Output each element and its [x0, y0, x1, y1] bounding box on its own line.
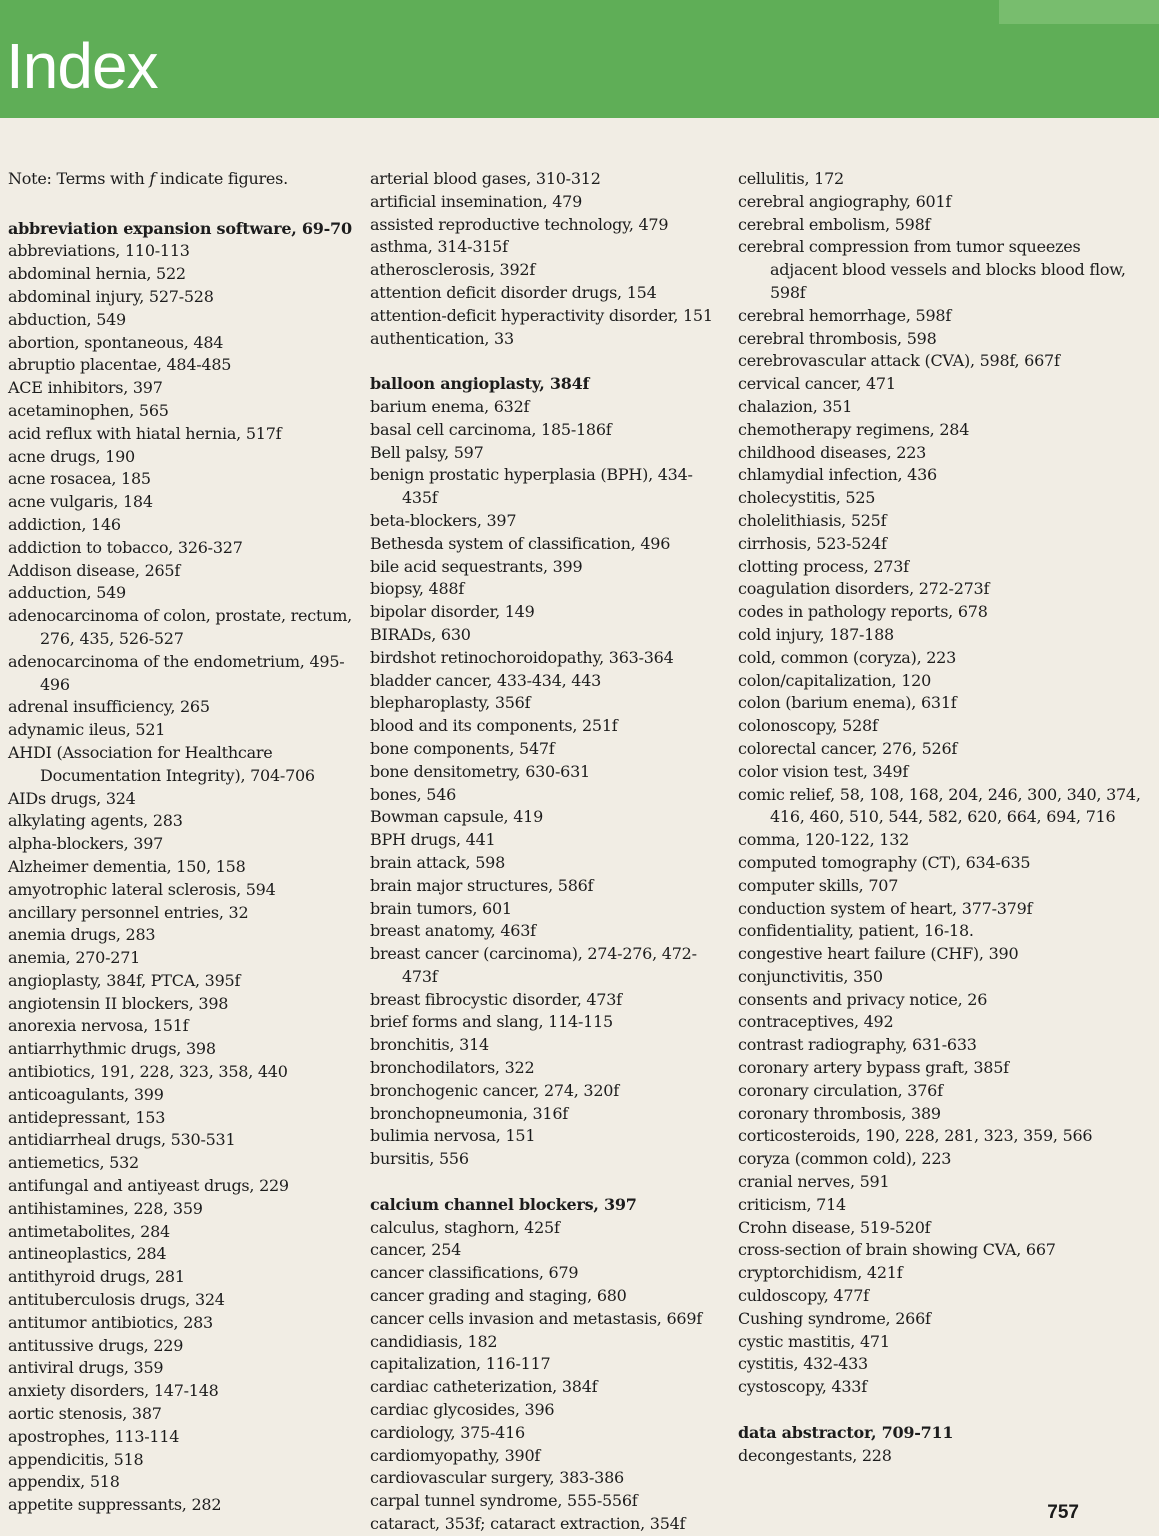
index-entry: brain attack, 598	[370, 852, 505, 872]
index-entry: abortion, spontaneous, 484	[8, 332, 224, 352]
index-entry: cerebral compression from tumor squeezes adjacent blood vessels and blocks blood flow, 598f	[738, 237, 1126, 302]
index-entry: cholelithiasis, 525f	[738, 510, 887, 530]
index-entry: anorexia nervosa, 151f	[8, 1016, 189, 1036]
index-entry: cancer, 254	[370, 1240, 462, 1260]
index-entry: aortic stenosis, 387	[8, 1404, 162, 1424]
index-entry: contraceptives, 492	[738, 1012, 894, 1032]
index-entry: beta-blockers, 397	[370, 510, 517, 530]
index-entry: Bethesda system of classification, 496	[370, 533, 671, 553]
index-entry: appetite suppressants, 282	[8, 1495, 222, 1515]
index-entry: cerebral angiography, 601f	[738, 191, 952, 211]
index-entry: acetaminophen, 565	[8, 400, 169, 420]
index-entry: antifungal and antiyeast drugs, 229	[8, 1176, 289, 1196]
header-tab-decoration	[999, 0, 1159, 24]
index-entry: cataract, 353f; cataract extraction, 354f	[370, 1514, 686, 1534]
index-entry: coronary artery bypass graft, 385f	[738, 1058, 1009, 1078]
index-entry: cystitis, 432-433	[738, 1354, 868, 1374]
index-entry: alkylating agents, 283	[8, 811, 183, 831]
index-entry: Alzheimer dementia, 150, 158	[8, 856, 246, 876]
index-entry: abdominal injury, 527-528	[8, 286, 214, 306]
index-entry: colon (barium enema), 631f	[738, 693, 957, 713]
index-entry: bile acid sequestrants, 399	[370, 556, 583, 576]
index-entry: basal cell carcinoma, 185-186f	[370, 419, 612, 439]
index-entry: cardiac glycosides, 396	[370, 1400, 555, 1420]
index-entry: bulimia nervosa, 151	[370, 1126, 536, 1146]
index-section-heading: data abstractor, 709-711	[738, 1422, 954, 1442]
index-entry: antituberculosis drugs, 324	[8, 1290, 225, 1310]
index-entry: Bowman capsule, 419	[370, 807, 543, 827]
section-gap	[738, 1399, 1150, 1422]
index-entry: corticosteroids, 190, 228, 281, 323, 359, 566	[738, 1126, 1093, 1146]
index-entry: antiarrhythmic drugs, 398	[8, 1039, 216, 1059]
index-entry: acne drugs, 190	[8, 446, 135, 466]
index-entry: cranial nerves, 591	[738, 1172, 890, 1192]
index-entry: antineoplastics, 284	[8, 1244, 167, 1264]
index-entry: cardiology, 375-416	[370, 1422, 525, 1442]
index-section-heading: abbreviation expansion software, 69-70	[8, 218, 352, 238]
index-entry: breast anatomy, 463f	[370, 921, 536, 941]
index-entry: Cushing syndrome, 266f	[738, 1308, 931, 1328]
index-entry: adrenal insufficiency, 265	[8, 697, 210, 717]
index-entry: bronchogenic cancer, 274, 320f	[370, 1080, 619, 1100]
index-entry: AIDs drugs, 324	[8, 788, 136, 808]
index-entry: blepharoplasty, 356f	[370, 693, 531, 713]
index-entry: codes in pathology reports, 678	[738, 602, 988, 622]
index-entry: bronchopneumonia, 316f	[370, 1103, 568, 1123]
index-entry: antitumor antibiotics, 283	[8, 1312, 213, 1332]
index-entry: BIRADs, 630	[370, 624, 471, 644]
index-entry: addiction, 146	[8, 514, 121, 534]
index-entry: computer skills, 707	[738, 875, 899, 895]
index-column-2	[370, 168, 726, 1536]
index-entry: apostrophes, 113-114	[8, 1426, 180, 1446]
index-entry: ancillary personnel entries, 32	[8, 902, 249, 922]
figure-note: Note: Terms with f indicate figures.	[8, 169, 288, 188]
index-entry: anticoagulants, 399	[8, 1084, 164, 1104]
index-column-3	[738, 168, 1150, 1467]
index-entry: cross-section of brain showing CVA, 667	[738, 1240, 1056, 1260]
index-entry: congestive heart failure (CHF), 390	[738, 944, 1019, 964]
index-entry: cold, common (coryza), 223	[738, 647, 957, 667]
index-entry: antibiotics, 191, 228, 323, 358, 440	[8, 1062, 288, 1082]
index-entry: cancer cells invasion and metastasis, 669f	[370, 1308, 702, 1328]
index-entry: cerebral embolism, 598f	[738, 214, 931, 234]
index-entry: arterial blood gases, 310-312	[370, 169, 601, 188]
index-entry-list	[738, 168, 1150, 1467]
index-entry: chalazion, 351	[738, 396, 853, 416]
index-entry: coryza (common cold), 223	[738, 1149, 952, 1169]
index-entry: bronchitis, 314	[370, 1035, 489, 1055]
index-entry: abduction, 549	[8, 309, 126, 329]
index-entry: cold injury, 187-188	[738, 624, 894, 644]
index-entry: antidepressant, 153	[8, 1107, 166, 1127]
index-entry: chemotherapy regimens, 284	[738, 419, 970, 439]
page-number: 757	[1047, 1502, 1079, 1523]
index-entry: bone densitometry, 630-631	[370, 761, 590, 781]
index-entry: Crohn disease, 519-520f	[738, 1217, 931, 1237]
index-entry: cervical cancer, 471	[738, 374, 896, 394]
index-section-heading: balloon angioplasty, 384f	[370, 374, 590, 394]
index-entry: comic relief, 58, 108, 168, 204, 246, 300, 340, 374, 416, 460, 510, 544, 582, 620, 664, 694, 716	[738, 784, 1141, 827]
index-section-heading: calcium channel blockers, 397	[370, 1194, 637, 1214]
index-entry: bones, 546	[370, 784, 457, 804]
index-entry: conjunctivitis, 350	[738, 966, 883, 986]
index-entry: amyotrophic lateral sclerosis, 594	[8, 879, 276, 899]
index-entry: antihistamines, 228, 359	[8, 1198, 203, 1218]
index-entry: artificial insemination, 479	[370, 191, 583, 211]
index-entry: candidiasis, 182	[370, 1331, 498, 1351]
index-entry: bone components, 547f	[370, 738, 555, 758]
index-entry: cardiac catheterization, 384f	[370, 1377, 598, 1397]
index-entry-list	[8, 218, 360, 1517]
index-entry: computed tomography (CT), 634-635	[738, 852, 1031, 872]
index-column-1	[8, 168, 360, 1517]
index-entry: cryptorchidism, 421f	[738, 1263, 903, 1283]
index-entry: coronary circulation, 376f	[738, 1080, 943, 1100]
index-entry: AHDI (Association for Healthcare Documentation Integrity), 704-706	[8, 742, 315, 785]
index-entry: confidentiality, patient, 16-18.	[738, 921, 974, 941]
section-gap	[370, 350, 726, 373]
index-entry: brain major structures, 586f	[370, 875, 594, 895]
index-entry: appendix, 518	[8, 1472, 120, 1492]
index-entry: assisted reproductive technology, 479	[370, 214, 669, 234]
index-entry: angiotensin II blockers, 398	[8, 993, 229, 1013]
index-entry: bipolar disorder, 149	[370, 602, 535, 622]
index-entry: authentication, 33	[370, 328, 514, 348]
index-entry: brief forms and slang, 114-115	[370, 1012, 613, 1032]
index-entry: conduction system of heart, 377-379f	[738, 898, 1033, 918]
index-entry: cerebral hemorrhage, 598f	[738, 305, 951, 325]
index-entry: asthma, 314-315f	[370, 237, 508, 257]
index-entry: benign prostatic hyperplasia (BPH), 434-435f	[370, 465, 693, 508]
index-entry: cancer classifications, 679	[370, 1263, 579, 1283]
index-entry: capitalization, 116-117	[370, 1354, 551, 1374]
index-entry: appendicitis, 518	[8, 1449, 144, 1469]
index-entry: cirrhosis, 523-524f	[738, 533, 887, 553]
index-entry: calculus, staghorn, 425f	[370, 1217, 560, 1237]
index-entry: bursitis, 556	[370, 1149, 469, 1169]
index-entry: antimetabolites, 284	[8, 1221, 170, 1241]
index-entry: comma, 120-122, 132	[738, 830, 910, 850]
index-entry: antidiarrheal drugs, 530-531	[8, 1130, 236, 1150]
index-entry: Bell palsy, 597	[370, 442, 484, 462]
index-entry: adduction, 549	[8, 583, 126, 603]
index-entry: cystic mastitis, 471	[738, 1331, 890, 1351]
index-entry: culdoscopy, 477f	[738, 1286, 869, 1306]
index-entry: antiviral drugs, 359	[8, 1358, 164, 1378]
index-entry: abdominal hernia, 522	[8, 264, 186, 284]
index-entry: cystoscopy, 433f	[738, 1377, 867, 1397]
index-entry: barium enema, 632f	[370, 396, 530, 416]
index-entry: atherosclerosis, 392f	[370, 260, 535, 280]
index-entry: ACE inhibitors, 397	[8, 378, 163, 398]
index-entry: attention deficit disorder drugs, 154	[370, 282, 657, 302]
index-entry: abruptio placentae, 484-485	[8, 355, 232, 375]
section-gap	[370, 1171, 726, 1194]
index-entry: cardiovascular surgery, 383-386	[370, 1468, 624, 1488]
index-entry: criticism, 714	[738, 1194, 846, 1214]
index-entry: decongestants, 228	[738, 1445, 892, 1465]
index-entry: brain tumors, 601	[370, 898, 512, 918]
index-entry: breast cancer (carcinoma), 274-276, 472-473f	[370, 944, 697, 986]
index-entry: breast fibrocystic disorder, 473f	[370, 989, 622, 1009]
index-entry: bladder cancer, 433-434, 443	[370, 670, 602, 690]
index-entry: anemia, 270-271	[8, 948, 141, 968]
index-entry: antitussive drugs, 229	[8, 1335, 184, 1355]
index-entry: BPH drugs, 441	[370, 830, 496, 850]
index-entry: cellulitis, 172	[738, 169, 844, 188]
index-entry: birdshot retinochoroidopathy, 363-364	[370, 647, 674, 667]
index-entry: colonoscopy, 528f	[738, 716, 878, 736]
index-entry: contrast radiography, 631-633	[738, 1035, 977, 1055]
index-entry: chlamydial infection, 436	[738, 465, 937, 485]
index-entry: consents and privacy notice, 26	[738, 989, 988, 1009]
index-entry: antiemetics, 532	[8, 1153, 139, 1173]
index-entry: antithyroid drugs, 281	[8, 1267, 185, 1287]
index-entry: colorectal cancer, 276, 526f	[738, 738, 958, 758]
index-entry: acid reflux with hiatal hernia, 517f	[8, 423, 282, 443]
index-entry: colon/capitalization, 120	[738, 670, 932, 690]
index-entry: abbreviations, 110-113	[8, 241, 190, 261]
index-entry: coronary thrombosis, 389	[738, 1103, 941, 1123]
page-title: Index	[6, 30, 158, 102]
index-entry: cancer grading and staging, 680	[370, 1286, 627, 1306]
index-entry: color vision test, 349f	[738, 761, 909, 781]
index-entry: attention-deficit hyperactivity disorder, 151	[370, 305, 713, 325]
index-entry: cerebrovascular attack (CVA), 598f, 667f	[738, 351, 1060, 371]
index-entry: blood and its components, 251f	[370, 716, 618, 736]
header-banner	[0, 0, 1159, 118]
index-entry: adenocarcinoma of colon, prostate, rectum, 276, 435, 526-527	[8, 606, 352, 648]
index-entry: Addison disease, 265f	[8, 560, 181, 580]
index-entry: bronchodilators, 322	[370, 1058, 535, 1078]
index-entry: biopsy, 488f	[370, 579, 464, 599]
index-entry: adynamic ileus, 521	[8, 720, 166, 740]
index-entry: cardiomyopathy, 390f	[370, 1445, 541, 1465]
index-entry: addiction to tobacco, 326-327	[8, 537, 243, 557]
index-entry: carpal tunnel syndrome, 555-556f	[370, 1491, 638, 1511]
index-entry: childhood diseases, 223	[738, 442, 927, 462]
index-entry: clotting process, 273f	[738, 556, 909, 576]
index-entry: acne rosacea, 185	[8, 469, 151, 489]
index-entry: alpha-blockers, 397	[8, 834, 164, 854]
index-entry: cerebral thrombosis, 598	[738, 328, 937, 348]
index-entry: angioplasty, 384f, PTCA, 395f	[8, 970, 241, 990]
index-entry: cholecystitis, 525	[738, 488, 876, 508]
index-entry: adenocarcinoma of the endometrium, 495-496	[8, 651, 345, 694]
index-entry: anxiety disorders, 147-148	[8, 1381, 219, 1401]
index-entry-list	[370, 168, 726, 1536]
index-entry: anemia drugs, 283	[8, 925, 156, 945]
index-entry: acne vulgaris, 184	[8, 492, 153, 512]
index-entry: coagulation disorders, 272-273f	[738, 579, 990, 599]
